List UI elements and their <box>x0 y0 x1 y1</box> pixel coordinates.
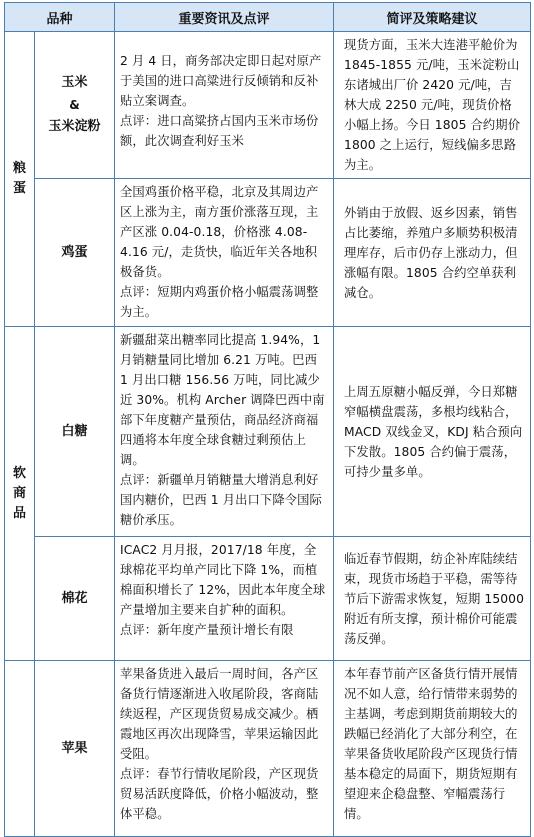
variety-corn <box>35 32 115 179</box>
variety-name: 苹果 <box>61 740 88 756</box>
variety-sugar <box>35 327 115 537</box>
news-comment: 点评：新疆单月销糖量大增消息利好国内糖价，巴西 1 月出口下降令国际糖价承压。 <box>120 473 322 527</box>
table-header-row <box>5 3 531 32</box>
variety-name: 玉米淀粉 <box>48 119 101 134</box>
variety-name: 白糖 <box>61 423 88 439</box>
category-char: 粮 <box>12 161 26 176</box>
table-row <box>5 537 531 661</box>
category-empty <box>5 661 35 837</box>
variety-name: 棉花 <box>61 590 88 606</box>
category-char: 品 <box>12 505 26 521</box>
category-grain-egg <box>5 32 35 327</box>
header-news: 重要资讯及点评 <box>115 3 334 32</box>
comment-cell: 本年春节前产区备货行情开展情况不如人意，给行情带来弱势的主基调，考虑到期货前期较大的跌幅已经消化了大部分利空，在苹果备货收尾阶段产区现货行情基本稳定的局面下，期货短期有望迎来企稳盘整、窄幅震荡行情。 <box>334 661 531 837</box>
comment-cell: 现货方面，玉米大连港平舱价为 1845-1855 元/吨，玉米淀粉山东诸城出厂价 2420 元/吨，吉林大成 2250 元/吨，现货价格小幅上扬。今日 1805 合约期价 1800 之上运行，短线偏多思路为主。 <box>334 32 531 179</box>
news-text: ICAC2 月月报，2017/18 年度，全球棉花平均单产同比下降 1%，而植棉面积增长了 12%，因此本年度全球产量增加主要来自扩种的面积。 <box>120 543 326 617</box>
variety-name: 鸡蛋 <box>61 244 88 260</box>
header-variety: 品种 <box>5 3 115 32</box>
header-comment: 简评及策略建议 <box>334 3 531 32</box>
category-char: 软 <box>12 465 26 481</box>
news-comment: 点评：进口高粱挤占国内玉米市场份额，此次调查利好玉米 <box>120 114 319 148</box>
category-char: 蛋 <box>12 181 26 196</box>
news-cell <box>115 537 334 661</box>
variety-ampersand: & <box>69 98 80 112</box>
strategy-table <box>4 2 531 837</box>
news-cell <box>115 32 334 179</box>
variety-cotton <box>35 537 115 661</box>
news-text: 全国鸡蛋价格平稳，北京及其周边产区上涨为主，南方蛋价涨落互现，主产区涨 0.04-0.18，价格涨 4.08-4.16 元/，走货快，临近年关各地积极备货。 <box>120 185 319 279</box>
category-soft-commodity <box>5 327 35 661</box>
table-row <box>5 179 531 327</box>
category-char: 商 <box>12 485 26 501</box>
news-comment: 点评：短期内鸡蛋价格小幅震荡调整为主。 <box>120 285 319 319</box>
news-cell <box>115 327 334 537</box>
variety-name: 玉米 <box>61 75 88 90</box>
news-text: 新疆甜菜出糖率同比提高 1.94%，1 月销糖量同比增加 6.21 万吨。巴西 1 月出口糖 156.56 万吨，同比减少近 30%。机构 Archer 调降巴西中南部下年度糖产量预估，商品经济商福四通将本年度全球食糖过剩预估上调。 <box>120 333 325 467</box>
news-comment: 点评：春节行情收尾阶段，产区现货贸易活跃度降低，价格小幅波动，整体平稳。 <box>120 767 319 821</box>
table-row <box>5 32 531 179</box>
table-row <box>5 327 531 537</box>
comment-cell: 临近春节假期，纺企补库陆续结束，现货市场趋于平稳，需等待节后下游需求恢复，短期 15000 附近有所支撑，预计棉价可能震荡反弹。 <box>334 537 531 661</box>
news-cell <box>115 661 334 837</box>
table-row <box>5 661 531 837</box>
news-text: 2 月 4 日，商务部决定即日起对原产于美国的进口高粱进行反倾销和反补贴立案调查。 <box>120 54 322 108</box>
comment-cell: 外销由于放假、返乡因素，销售占比萎缩，养殖户多顺势积极清理库存，后市仍存上涨动力，但涨幅有限。1805 合约空单获利减仓。 <box>334 179 531 327</box>
news-comment: 点评：新年度产量预计增长有限 <box>120 623 294 637</box>
comment-cell: 上周五原糖小幅反弹，今日郑糖窄幅横盘震荡，多根均线粘合，MACD 双线金叉，KDJ 粘合预向下发散。1805 合约偏于震荡，可持少量多单。 <box>334 327 531 537</box>
news-cell <box>115 179 334 327</box>
variety-apple <box>35 661 115 837</box>
variety-egg <box>35 179 115 327</box>
news-text: 苹果备货进入最后一周时间，各产区备货行情逐渐进入收尾阶段，客商陆续返程，产区现货贸易成交减少。栖霞地区再次出现降雪，苹果运输因此受阻。 <box>120 667 319 761</box>
